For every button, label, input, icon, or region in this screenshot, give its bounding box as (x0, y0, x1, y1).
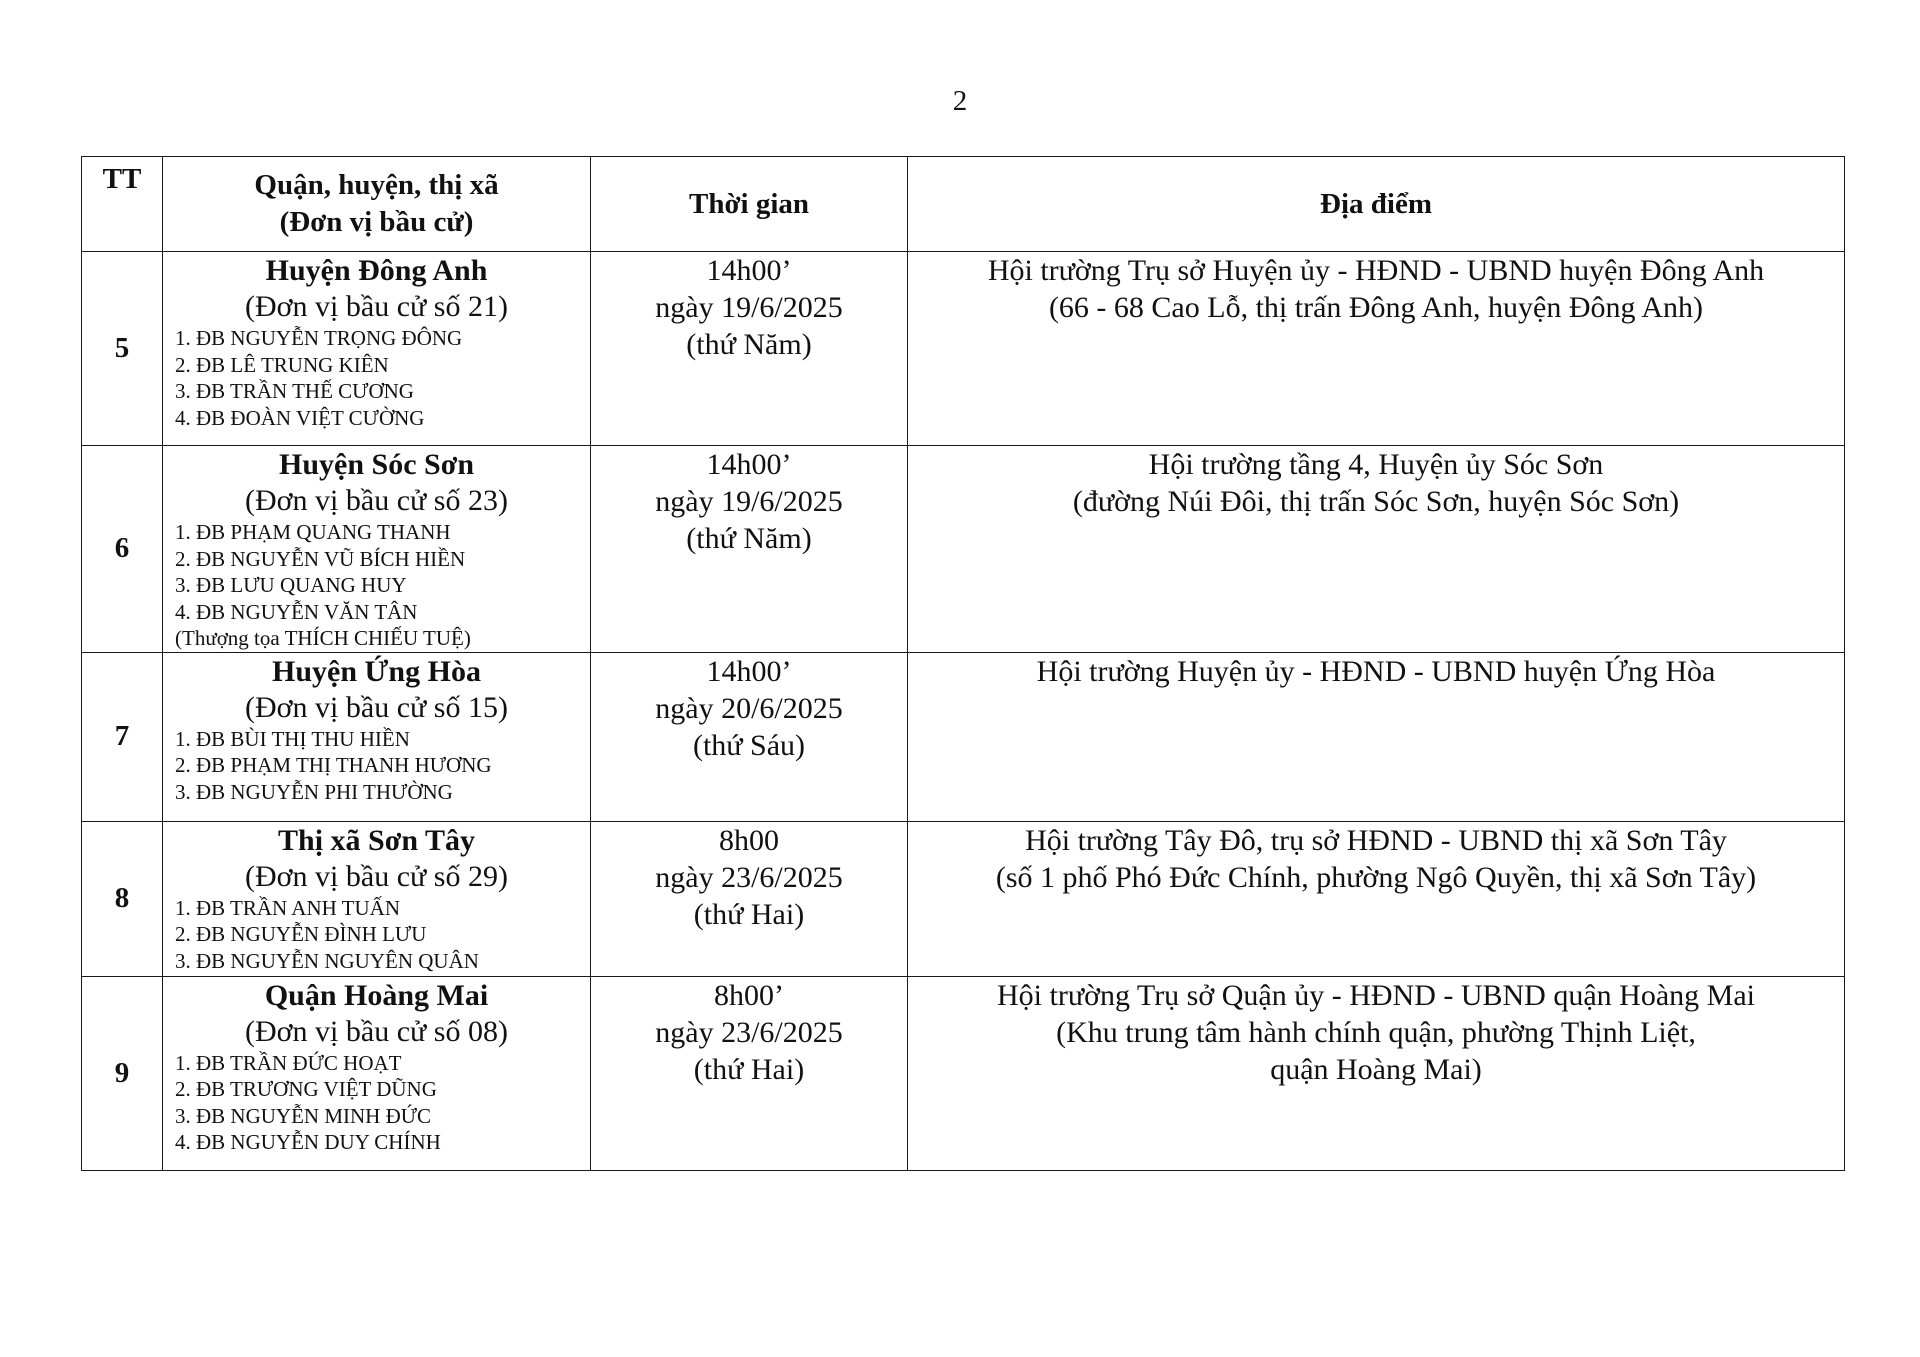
delegate-item: 3. ĐB NGUYỄN MINH ĐỨC (175, 1103, 432, 1128)
table-row (82, 252, 1845, 446)
time-cell (591, 446, 908, 653)
delegate-item: 3. ĐB TRẦN THẾ CƯƠNG (175, 379, 414, 403)
place-line: Hội trường tầng 4, Huyện ủy Sóc Sơn (1148, 448, 1604, 481)
delegate-list (163, 1050, 590, 1156)
delegate-item: 1. ĐB BÙI THỊ THU HIỀN (175, 726, 410, 751)
time-cell (591, 976, 908, 1170)
place-line: Hội trường Trụ sở Huyện ủy - HĐND - UBND huyện Đông Anh (987, 254, 1765, 287)
place-line: Hội trường Tây Đô, trụ sở HĐND - UBND thị xã Sơn Tây (1025, 823, 1727, 857)
unit-name: Huyện Sóc Sơn (279, 448, 474, 481)
place-line: (số 1 phố Phó Đức Chính, phường Ngô Quyền, thị xã Sơn Tây) (995, 860, 1757, 894)
place-cell (908, 652, 1845, 821)
delegate-list (163, 519, 590, 652)
electoral-unit-cell (163, 652, 591, 821)
table-row (82, 976, 1845, 1170)
table-row (82, 821, 1845, 976)
row-number: 6 (82, 446, 163, 653)
delegate-item: 3. ĐB LƯU QUANG HUY (175, 573, 407, 597)
row-number: 7 (82, 652, 163, 821)
delegate-list (163, 325, 590, 431)
delegate-item: 2. ĐB PHẠM THỊ THANH HƯƠNG (175, 753, 492, 777)
electoral-unit-cell (163, 976, 591, 1170)
time-hour: 14h00’ (706, 654, 792, 688)
header-tt: TT (82, 157, 163, 252)
place-cell (908, 976, 1845, 1170)
row-number: 9 (82, 976, 163, 1170)
delegate-item: 1. ĐB TRẦN ANH TUẤN (175, 895, 400, 920)
electoral-unit-cell (163, 252, 591, 446)
delegate-item: 2. ĐB TRƯƠNG VIỆT DŨNG (175, 1077, 437, 1101)
time-weekday: (thứ Năm) (686, 522, 812, 555)
time-cell (591, 252, 908, 446)
delegate-list (163, 895, 590, 975)
header-unit-line2: (Đơn vị bầu cử) (279, 206, 474, 238)
unit-name: Huyện Ứng Hòa (272, 654, 481, 688)
electoral-unit-cell (163, 446, 591, 653)
delegate-item: 2. ĐB NGUYỄN ĐÌNH LƯU (175, 922, 427, 946)
time-date: ngày 23/6/2025 (655, 860, 843, 894)
header-unit (163, 157, 591, 252)
page-number: 2 (952, 85, 968, 117)
time-date: ngày 20/6/2025 (655, 691, 843, 725)
delegate-item: 4. ĐB NGUYỄN DUY CHÍNH (175, 1130, 441, 1154)
place-cell (908, 252, 1845, 446)
header-place: Địa điểm (908, 157, 1845, 252)
time-weekday: (thứ Hai) (693, 1052, 805, 1086)
delegate-note: (Thượng tọa THÍCH CHIẾU TUỆ) (175, 626, 471, 650)
time-hour: 8h00’ (714, 978, 784, 1012)
unit-number: (Đơn vị bầu cử số 29) (245, 859, 508, 893)
unit-name: Huyện Đông Anh (265, 254, 488, 287)
time-hour: 14h00’ (706, 448, 792, 481)
place-line: (Khu trung tâm hành chính quận, phường Thịnh Liệt, (1056, 1015, 1696, 1049)
unit-name: Thị xã Sơn Tây (278, 823, 475, 857)
place-line: quận Hoàng Mai) (1270, 1052, 1482, 1086)
time-hour: 8h00 (719, 823, 779, 857)
place-cell (908, 446, 1845, 653)
delegate-item: 2. ĐB NGUYỄN VŨ BÍCH HIỀN (175, 546, 466, 571)
place-line: Hội trường Trụ sở Quận ủy - HĐND - UBND quận Hoàng Mai (997, 978, 1755, 1012)
delegate-item: 1. ĐB NGUYỄN TRỌNG ĐÔNG (175, 326, 463, 350)
meeting-schedule-table (81, 156, 1845, 1171)
delegate-item: 3. ĐB NGUYỄN PHI THƯỜNG (175, 779, 453, 804)
time-weekday: (thứ Hai) (693, 897, 805, 931)
electoral-unit-cell (163, 821, 591, 976)
time-date: ngày 19/6/2025 (655, 291, 843, 324)
time-weekday: (thứ Sáu) (692, 728, 806, 762)
table-row (82, 652, 1845, 821)
unit-number: (Đơn vị bầu cử số 21) (245, 290, 508, 323)
delegate-item: 1. ĐB PHẠM QUANG THANH (175, 520, 451, 544)
unit-name: Quận Hoàng Mai (264, 978, 489, 1012)
time-hour: 14h00’ (706, 254, 792, 287)
time-cell (591, 821, 908, 976)
delegate-list (163, 726, 590, 806)
time-date: ngày 23/6/2025 (655, 1015, 843, 1049)
place-line: Hội trường Huyện ủy - HĐND - UBND huyện Ứng Hòa (1036, 654, 1716, 688)
table-header-row (82, 157, 1845, 252)
delegate-item: 2. ĐB LÊ TRUNG KIÊN (175, 352, 389, 377)
row-number: 8 (82, 821, 163, 976)
time-weekday: (thứ Năm) (686, 328, 812, 361)
header-unit-line1: Quận, huyện, thị xã (254, 169, 499, 201)
delegate-item: 3. ĐB NGUYỄN NGUYÊN QUÂN (175, 948, 479, 973)
place-line: (66 - 68 Cao Lỗ, thị trấn Đông Anh, huyện Đông Anh) (1048, 291, 1704, 324)
time-date: ngày 19/6/2025 (655, 485, 843, 518)
delegate-item: 4. ĐB ĐOÀN VIỆT CƯỜNG (175, 405, 425, 430)
place-line: (đường Núi Đôi, thị trấn Sóc Sơn, huyện Sóc Sơn) (1072, 485, 1680, 518)
row-number: 5 (82, 252, 163, 446)
delegate-item: 1. ĐB TRẦN ĐỨC HOẠT (175, 1050, 402, 1075)
header-time: Thời gian (591, 157, 908, 252)
table-row (82, 446, 1845, 653)
unit-number: (Đơn vị bầu cử số 15) (245, 690, 508, 724)
unit-number: (Đơn vị bầu cử số 23) (245, 484, 508, 517)
time-cell (591, 652, 908, 821)
unit-number: (Đơn vị bầu cử số 08) (245, 1014, 508, 1048)
place-cell (908, 821, 1845, 976)
delegate-item: 4. ĐB NGUYỄN VĂN TÂN (175, 599, 418, 624)
